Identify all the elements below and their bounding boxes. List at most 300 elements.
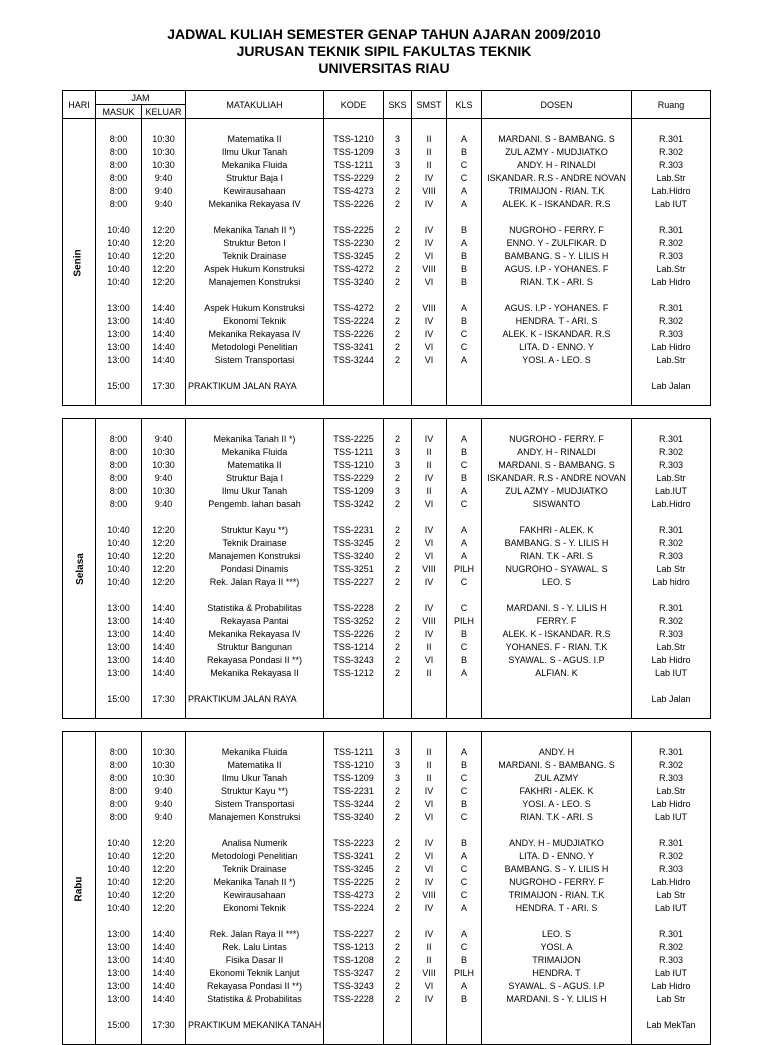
cell-keluar: 12:20 [142, 523, 186, 536]
table-row [63, 340, 711, 353]
cell-kls: B [447, 758, 482, 771]
cell-kode: TSS-3243 [324, 979, 384, 992]
cell-smst: VIII [412, 301, 447, 314]
cell-sks: 2 [384, 979, 412, 992]
cell-kls [447, 823, 482, 836]
blank-row [63, 392, 711, 406]
cell-dosen: HENDRA. T [482, 966, 632, 979]
cell-sks [384, 1018, 412, 1031]
cell-ruang [632, 210, 711, 223]
cell-dosen [482, 692, 632, 705]
table-row [63, 158, 711, 171]
cell-smst: IV [412, 927, 447, 940]
cell-matakuliah: Rekayasa Pondasi II **) [186, 653, 324, 666]
cell-dosen: ALEK. K - ISKANDAR. R.S [482, 197, 632, 210]
cell-keluar [142, 392, 186, 406]
cell-kode: TSS-3251 [324, 562, 384, 575]
cell-dosen: RIAN. T.K - ARI. S [482, 275, 632, 288]
cell-ruang: R.302 [632, 236, 711, 249]
cell-dosen: NUGROHO - FERRY. F [482, 875, 632, 888]
cell-ruang: Lab Str [632, 562, 711, 575]
cell-dosen: LEO. S [482, 575, 632, 588]
cell-kode: TSS-2229 [324, 171, 384, 184]
cell-ruang: R.303 [632, 458, 711, 471]
cell-sks [384, 1005, 412, 1018]
table-row [63, 523, 711, 536]
cell-ruang: Lab Hidro [632, 653, 711, 666]
cell-matakuliah: Rek. Lalu Lintas [186, 940, 324, 953]
cell-keluar: 9:40 [142, 171, 186, 184]
cell-matakuliah: Matematika II [186, 458, 324, 471]
cell-smst: II [412, 445, 447, 458]
cell-kode: TSS-1213 [324, 940, 384, 953]
cell-smst [412, 510, 447, 523]
cell-kls: C [447, 940, 482, 953]
cell-keluar: 14:40 [142, 627, 186, 640]
cell-kls [447, 1005, 482, 1018]
table-row [63, 327, 711, 340]
table-row [63, 484, 711, 497]
cell-ruang: Lab Hidro [632, 340, 711, 353]
cell-kls: B [447, 627, 482, 640]
cell-matakuliah: Aspek Hukum Konstruksi [186, 262, 324, 275]
cell-masuk: 13:00 [96, 992, 142, 1005]
cell-masuk [96, 510, 142, 523]
cell-kode: TSS-2226 [324, 327, 384, 340]
cell-sks [384, 288, 412, 301]
cell-keluar: 14:40 [142, 666, 186, 679]
cell-ruang: Lab IUT [632, 197, 711, 210]
cell-sks: 2 [384, 536, 412, 549]
cell-kls: C [447, 171, 482, 184]
cell-kode: TSS-1210 [324, 758, 384, 771]
cell-sks [384, 1031, 412, 1045]
cell-matakuliah: Teknik Drainase [186, 862, 324, 875]
cell-masuk [96, 823, 142, 836]
cell-smst [412, 392, 447, 406]
cell-smst: IV [412, 836, 447, 849]
cell-smst: II [412, 484, 447, 497]
cell-kls: A [447, 536, 482, 549]
cell-sks: 2 [384, 249, 412, 262]
cell-matakuliah: Mekanika Fluida [186, 745, 324, 758]
cell-kls [447, 379, 482, 392]
cell-matakuliah: Struktur Kayu **) [186, 784, 324, 797]
cell-sks: 3 [384, 458, 412, 471]
cell-dosen: ENNO. Y - ZULFIKAR. D [482, 236, 632, 249]
gap-cell [63, 406, 711, 419]
table-row [63, 666, 711, 679]
cell-sks: 2 [384, 901, 412, 914]
cell-dosen [482, 914, 632, 927]
cell-smst [412, 288, 447, 301]
cell-matakuliah: Statistika & Probabilitas [186, 601, 324, 614]
cell-kls: B [447, 314, 482, 327]
table-row [63, 992, 711, 1005]
cell-sks: 2 [384, 810, 412, 823]
cell-kls: B [447, 653, 482, 666]
blank-row [63, 679, 711, 692]
cell-sks: 3 [384, 771, 412, 784]
cell-masuk [96, 588, 142, 601]
cell-ruang: Lab Jalan [632, 692, 711, 705]
cell-sks [384, 379, 412, 392]
blank-row [63, 588, 711, 601]
cell-sks [384, 823, 412, 836]
cell-kls: C [447, 340, 482, 353]
cell-ruang [632, 288, 711, 301]
cell-keluar: 12:20 [142, 836, 186, 849]
cell-smst: IV [412, 223, 447, 236]
cell-masuk: 13:00 [96, 666, 142, 679]
cell-kode [324, 510, 384, 523]
cell-smst: II [412, 640, 447, 653]
cell-kode: TSS-3252 [324, 614, 384, 627]
cell-kode [324, 914, 384, 927]
cell-sks: 2 [384, 601, 412, 614]
cell-ruang: R.301 [632, 432, 711, 445]
cell-matakuliah [186, 392, 324, 406]
cell-ruang: Lab Hidro [632, 797, 711, 810]
cell-keluar [142, 732, 186, 746]
cell-ruang: Lab IUT [632, 966, 711, 979]
cell-kode: TSS-2225 [324, 223, 384, 236]
cell-dosen: BAMBANG. S - Y. LILIS H [482, 249, 632, 262]
cell-smst: VI [412, 653, 447, 666]
cell-kls: A [447, 901, 482, 914]
cell-ruang [632, 392, 711, 406]
cell-masuk: 8:00 [96, 132, 142, 145]
table-row [63, 836, 711, 849]
cell-matakuliah: Manajemen Konstruksi [186, 549, 324, 562]
blank-row [63, 288, 711, 301]
cell-keluar: 9:40 [142, 471, 186, 484]
cell-masuk: 10:40 [96, 888, 142, 901]
blank-row [63, 705, 711, 719]
table-row [63, 445, 711, 458]
cell-dosen [482, 679, 632, 692]
cell-matakuliah: Sistem Transportasi [186, 353, 324, 366]
cell-ruang: Lab.Str [632, 262, 711, 275]
cell-ruang: R.303 [632, 249, 711, 262]
cell-smst [412, 210, 447, 223]
day-label-cell [63, 419, 96, 719]
cell-ruang [632, 823, 711, 836]
cell-keluar: 10:30 [142, 458, 186, 471]
cell-smst: VIII [412, 262, 447, 275]
cell-matakuliah: PRAKTIKUM JALAN RAYA [186, 692, 324, 705]
cell-sks: 2 [384, 353, 412, 366]
cell-sks: 2 [384, 197, 412, 210]
cell-masuk [96, 119, 142, 133]
blank-row [63, 119, 711, 133]
cell-ruang: Lab MekTan [632, 1018, 711, 1031]
cell-sks: 2 [384, 432, 412, 445]
cell-ruang: Lab Hidro [632, 275, 711, 288]
cell-smst: II [412, 458, 447, 471]
cell-sks: 2 [384, 184, 412, 197]
cell-keluar [142, 1031, 186, 1045]
cell-masuk: 13:00 [96, 327, 142, 340]
cell-keluar: 9:40 [142, 197, 186, 210]
cell-masuk: 13:00 [96, 353, 142, 366]
cell-keluar: 14:40 [142, 940, 186, 953]
title-line-1: JADWAL KULIAH SEMESTER GENAP TAHUN AJARAN 2009/2010 [167, 26, 601, 42]
cell-keluar: 12:20 [142, 575, 186, 588]
blank-row [63, 914, 711, 927]
table-row [63, 614, 711, 627]
cell-ruang [632, 366, 711, 379]
cell-smst: II [412, 132, 447, 145]
cell-sks: 2 [384, 549, 412, 562]
cell-kode [324, 588, 384, 601]
cell-masuk: 8:00 [96, 810, 142, 823]
cell-dosen: YOSI. A - LEO. S [482, 797, 632, 810]
cell-kls: C [447, 810, 482, 823]
cell-kls [447, 1031, 482, 1045]
cell-kode: TSS-2228 [324, 601, 384, 614]
table-row [63, 797, 711, 810]
table-row [63, 849, 711, 862]
cell-masuk: 10:40 [96, 562, 142, 575]
cell-dosen: HENDRA. T - ARI. S [482, 314, 632, 327]
cell-matakuliah: Ekonomi Teknik [186, 314, 324, 327]
cell-dosen: ANDY. H [482, 745, 632, 758]
cell-ruang: Lab.Str [632, 784, 711, 797]
cell-smst: VI [412, 862, 447, 875]
cell-sks: 3 [384, 132, 412, 145]
cell-smst [412, 1005, 447, 1018]
cell-kode: TSS-2231 [324, 784, 384, 797]
cell-keluar: 9:40 [142, 497, 186, 510]
cell-keluar: 17:30 [142, 692, 186, 705]
cell-kode: TSS-3245 [324, 536, 384, 549]
cell-kls: PILH [447, 614, 482, 627]
cell-matakuliah: Matematika II [186, 132, 324, 145]
cell-matakuliah [186, 419, 324, 433]
cell-kode: TSS-3240 [324, 549, 384, 562]
document-title [0, 26, 768, 77]
cell-sks: 2 [384, 875, 412, 888]
cell-dosen: ALEK. K - ISKANDAR. R.S [482, 327, 632, 340]
cell-kls: B [447, 797, 482, 810]
cell-dosen: NUGROHO - FERRY. F [482, 432, 632, 445]
cell-masuk: 8:00 [96, 784, 142, 797]
cell-kode: TSS-1209 [324, 771, 384, 784]
cell-kls: A [447, 484, 482, 497]
table-row [63, 979, 711, 992]
cell-kls: A [447, 849, 482, 862]
cell-dosen: MARDANI. S - Y. LILIS H [482, 601, 632, 614]
table-row [63, 223, 711, 236]
cell-kls: A [447, 432, 482, 445]
header-kls: KLS [447, 91, 482, 119]
cell-dosen [482, 510, 632, 523]
cell-sks: 2 [384, 927, 412, 940]
cell-matakuliah: Mekanika Tanah II *) [186, 875, 324, 888]
cell-masuk: 8:00 [96, 484, 142, 497]
cell-masuk [96, 1005, 142, 1018]
cell-kode [324, 366, 384, 379]
cell-keluar: 12:20 [142, 249, 186, 262]
cell-keluar: 17:30 [142, 379, 186, 392]
cell-keluar: 9:40 [142, 797, 186, 810]
cell-keluar [142, 288, 186, 301]
cell-keluar: 14:40 [142, 327, 186, 340]
cell-kls [447, 366, 482, 379]
cell-keluar: 12:20 [142, 236, 186, 249]
cell-dosen [482, 288, 632, 301]
cell-sks: 2 [384, 784, 412, 797]
cell-masuk: 13:00 [96, 927, 142, 940]
table-row [63, 353, 711, 366]
table-row [63, 653, 711, 666]
cell-ruang: R.301 [632, 301, 711, 314]
cell-masuk: 10:40 [96, 223, 142, 236]
cell-kode: TSS-2226 [324, 627, 384, 640]
cell-matakuliah: Statistika & Probabilitas [186, 992, 324, 1005]
cell-keluar [142, 510, 186, 523]
cell-keluar: 12:20 [142, 536, 186, 549]
cell-keluar: 14:40 [142, 953, 186, 966]
cell-masuk [96, 392, 142, 406]
table-row [63, 379, 711, 392]
cell-dosen [482, 705, 632, 719]
cell-kode: TSS-3240 [324, 275, 384, 288]
cell-kls: B [447, 445, 482, 458]
cell-masuk: 15:00 [96, 692, 142, 705]
cell-sks [384, 705, 412, 719]
cell-sks: 3 [384, 158, 412, 171]
cell-smst: VI [412, 536, 447, 549]
cell-kls: C [447, 640, 482, 653]
cell-ruang: R.302 [632, 849, 711, 862]
cell-sks [384, 588, 412, 601]
cell-masuk: 8:00 [96, 471, 142, 484]
cell-kls [447, 419, 482, 433]
cell-kls [447, 692, 482, 705]
table-row [63, 275, 711, 288]
cell-masuk: 13:00 [96, 953, 142, 966]
cell-smst: IV [412, 901, 447, 914]
cell-sks [384, 366, 412, 379]
cell-sks [384, 692, 412, 705]
cell-ruang: R.302 [632, 758, 711, 771]
cell-smst: VI [412, 249, 447, 262]
cell-keluar [142, 679, 186, 692]
cell-keluar: 10:30 [142, 771, 186, 784]
cell-kls [447, 705, 482, 719]
table-row [63, 1018, 711, 1031]
cell-dosen: ISKANDAR. R.S - ANDRE NOVAN [482, 471, 632, 484]
cell-ruang: R.302 [632, 145, 711, 158]
cell-kode: TSS-1209 [324, 484, 384, 497]
cell-dosen: SYAWAL. S - AGUS. I.P [482, 979, 632, 992]
cell-masuk: 8:00 [96, 145, 142, 158]
cell-matakuliah [186, 119, 324, 133]
cell-kls [447, 679, 482, 692]
cell-matakuliah: Rek. Jalan Raya II ***) [186, 575, 324, 588]
cell-kode: TSS-2231 [324, 523, 384, 536]
cell-matakuliah: Mekanika Fluida [186, 158, 324, 171]
cell-smst [412, 692, 447, 705]
cell-dosen: ALFIAN. K [482, 666, 632, 679]
cell-masuk: 8:00 [96, 432, 142, 445]
blank-row [63, 1031, 711, 1045]
header-matakuliah: MATAKULIAH [186, 91, 324, 119]
table-row [63, 471, 711, 484]
cell-masuk: 10:40 [96, 536, 142, 549]
cell-smst: VI [412, 849, 447, 862]
table-row [63, 745, 711, 758]
cell-ruang [632, 732, 711, 746]
table-row [63, 132, 711, 145]
cell-kls [447, 119, 482, 133]
cell-keluar: 14:40 [142, 353, 186, 366]
cell-dosen: NUGROHO - FERRY. F [482, 223, 632, 236]
cell-masuk: 8:00 [96, 745, 142, 758]
cell-ruang: R.303 [632, 158, 711, 171]
cell-matakuliah: Kewirausahaan [186, 184, 324, 197]
header-sks: SKS [384, 91, 412, 119]
cell-keluar: 12:20 [142, 862, 186, 875]
cell-kls: A [447, 745, 482, 758]
cell-matakuliah: Mekanika Rekayasa II [186, 666, 324, 679]
cell-kls [447, 914, 482, 927]
cell-masuk: 8:00 [96, 171, 142, 184]
cell-keluar: 10:30 [142, 745, 186, 758]
cell-kls: B [447, 992, 482, 1005]
table-row [63, 862, 711, 875]
cell-sks [384, 392, 412, 406]
table-row [63, 927, 711, 940]
cell-kls: C [447, 601, 482, 614]
cell-smst [412, 732, 447, 746]
header-jam: JAM [96, 91, 186, 105]
cell-dosen: ZUL AZMY [482, 771, 632, 784]
table-row [63, 184, 711, 197]
cell-keluar [142, 210, 186, 223]
cell-ruang: R.302 [632, 940, 711, 953]
cell-sks [384, 419, 412, 433]
blank-row [63, 210, 711, 223]
cell-matakuliah: Mekanika Rekayasa IV [186, 627, 324, 640]
cell-kode [324, 679, 384, 692]
header-smst: SMST [412, 91, 447, 119]
cell-masuk: 13:00 [96, 301, 142, 314]
cell-smst: IV [412, 236, 447, 249]
cell-keluar: 14:40 [142, 640, 186, 653]
cell-ruang [632, 705, 711, 719]
cell-masuk [96, 705, 142, 719]
cell-dosen [482, 119, 632, 133]
cell-matakuliah: Matematika II [186, 758, 324, 771]
cell-masuk [96, 679, 142, 692]
cell-smst: VI [412, 549, 447, 562]
cell-ruang: Lab Hidro [632, 979, 711, 992]
cell-kode: TSS-2225 [324, 875, 384, 888]
cell-smst [412, 823, 447, 836]
cell-smst: II [412, 940, 447, 953]
cell-masuk: 10:40 [96, 275, 142, 288]
cell-kode: TSS-2227 [324, 575, 384, 588]
cell-kls: A [447, 549, 482, 562]
cell-kls: C [447, 875, 482, 888]
cell-smst: IV [412, 171, 447, 184]
cell-sks: 3 [384, 745, 412, 758]
cell-kls [447, 588, 482, 601]
cell-matakuliah [186, 1031, 324, 1045]
